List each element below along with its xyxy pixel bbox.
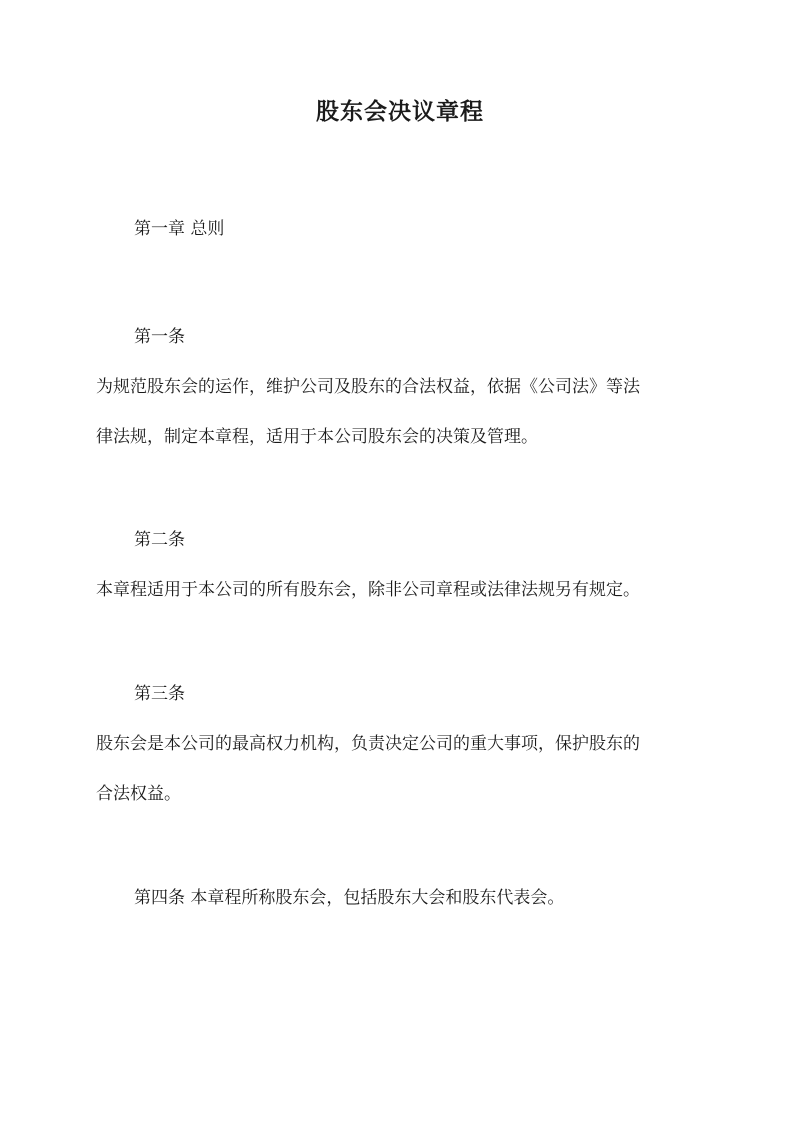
document-title: 股东会决议章程 bbox=[316, 98, 484, 125]
chapter-heading: 第一章 总则 bbox=[134, 219, 225, 239]
article-3-heading: 第三条 bbox=[134, 684, 185, 704]
article-2-line-1: 本章程适用于本公司的所有股东会，除非公司章程或法律法规另有规定。 bbox=[96, 580, 640, 600]
article-3-line-1: 股东会是本公司的最高权力机构，负责决定公司的重大事项，保护股东的 bbox=[96, 734, 640, 754]
article-3-line-2: 合法权益。 bbox=[96, 784, 181, 804]
article-4-text: 第四条 本章程所称股东会，包括股东大会和股东代表会。 bbox=[134, 888, 565, 908]
article-1-heading: 第一条 bbox=[134, 327, 185, 347]
article-2-heading: 第二条 bbox=[134, 530, 185, 550]
article-1-line-1: 为规范股东会的运作，维护公司及股东的合法权益，依据《公司法》等法 bbox=[96, 377, 640, 397]
article-1-line-2: 律法规，制定本章程，适用于本公司股东会的决策及管理。 bbox=[96, 427, 538, 447]
